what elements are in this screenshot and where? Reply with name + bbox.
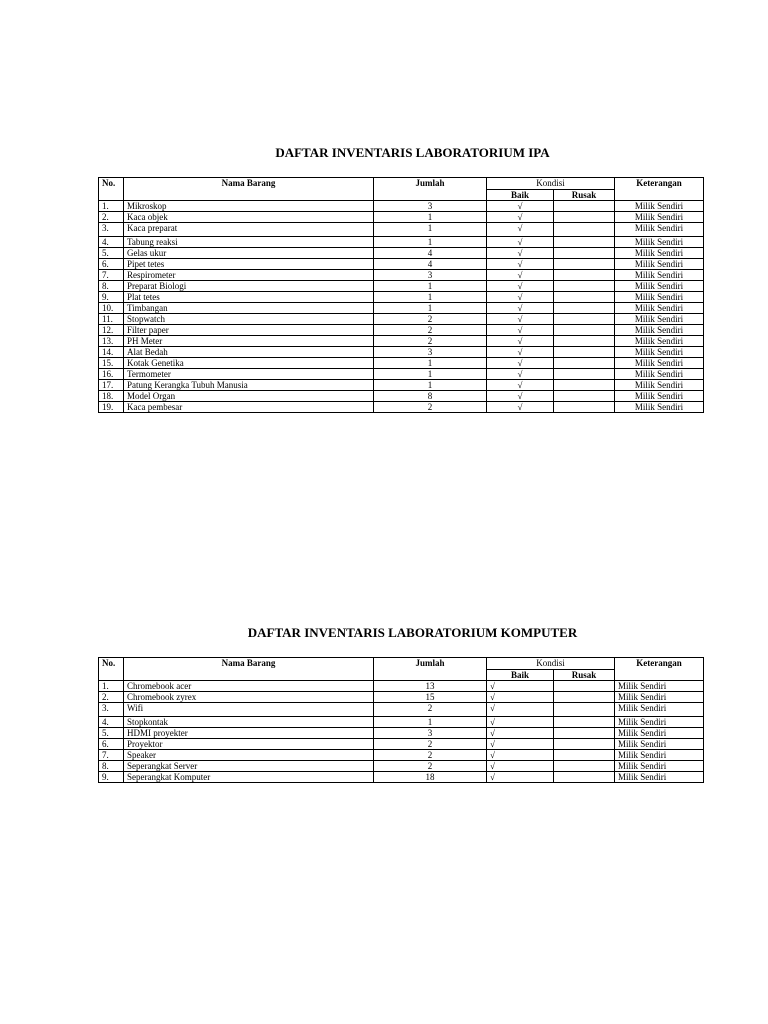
- cell-baik: √: [487, 402, 554, 413]
- cell-ket: Milik Sendiri: [615, 761, 704, 772]
- cell-no: 2.: [99, 692, 124, 703]
- cell-no: 18.: [99, 391, 124, 402]
- cell-no: 1.: [99, 681, 124, 692]
- cell-baik: √: [487, 358, 554, 369]
- table-body-ipa: [99, 201, 704, 413]
- cell-ket: Milik Sendiri: [615, 739, 704, 750]
- cell-rusak: [554, 347, 615, 358]
- cell-baik: √: [487, 259, 554, 270]
- table-row: [99, 223, 704, 237]
- cell-baik: √: [487, 717, 554, 728]
- table-row: [99, 703, 704, 717]
- cell-jumlah: 2: [374, 402, 487, 413]
- cell-jumlah: 1: [374, 380, 487, 391]
- table-row: [99, 303, 704, 314]
- cell-rusak: [554, 248, 615, 259]
- cell-nama: Model Organ: [124, 391, 374, 402]
- cell-rusak: [554, 728, 615, 739]
- cell-baik: √: [487, 692, 554, 703]
- header-no: No.: [99, 658, 124, 681]
- table-row: [99, 325, 704, 336]
- cell-no: 8.: [99, 761, 124, 772]
- cell-nama: PH Meter: [124, 336, 374, 347]
- cell-ket: Milik Sendiri: [615, 292, 704, 303]
- cell-baik: √: [487, 237, 554, 248]
- cell-nama: Tabung reaksi: [124, 237, 374, 248]
- table-title-komputer: DAFTAR INVENTARIS LABORATORIUM KOMPUTER: [247, 625, 578, 640]
- table-row: [99, 314, 704, 325]
- cell-no: 9.: [99, 292, 124, 303]
- cell-jumlah: 2: [374, 750, 487, 761]
- inventory-table-komputer: [98, 657, 704, 783]
- cell-baik: √: [487, 336, 554, 347]
- cell-ket: Milik Sendiri: [615, 325, 704, 336]
- inventory-table-ipa: [98, 177, 704, 413]
- cell-nama: Stopkontak: [124, 717, 374, 728]
- table-row: [99, 728, 704, 739]
- cell-no: 12.: [99, 325, 124, 336]
- header-baik: Baik: [487, 190, 554, 201]
- cell-baik: √: [487, 270, 554, 281]
- cell-no: 5.: [99, 728, 124, 739]
- cell-no: 2.: [99, 212, 124, 223]
- cell-no: 4.: [99, 237, 124, 248]
- cell-baik: √: [487, 703, 554, 717]
- cell-nama: Alat Bedah: [124, 347, 374, 358]
- cell-ket: Milik Sendiri: [615, 314, 704, 325]
- header-rusak: Rusak: [554, 190, 615, 201]
- table-row: [99, 281, 704, 292]
- cell-no: 4.: [99, 717, 124, 728]
- cell-jumlah: 1: [374, 237, 487, 248]
- cell-jumlah: 4: [374, 248, 487, 259]
- header-nama-barang: Nama Barang: [124, 178, 374, 201]
- cell-no: 6.: [99, 739, 124, 750]
- cell-rusak: [554, 303, 615, 314]
- cell-rusak: [554, 325, 615, 336]
- cell-jumlah: 1: [374, 358, 487, 369]
- cell-rusak: [554, 270, 615, 281]
- cell-baik: √: [487, 761, 554, 772]
- cell-no: 8.: [99, 281, 124, 292]
- cell-rusak: [554, 692, 615, 703]
- cell-no: 9.: [99, 772, 124, 783]
- cell-baik: √: [487, 391, 554, 402]
- cell-baik: √: [487, 314, 554, 325]
- table-row: [99, 212, 704, 223]
- header-no: No.: [99, 178, 124, 201]
- cell-baik: √: [487, 303, 554, 314]
- cell-no: 7.: [99, 750, 124, 761]
- cell-ket: Milik Sendiri: [615, 281, 704, 292]
- cell-rusak: [554, 259, 615, 270]
- cell-baik: √: [487, 369, 554, 380]
- table-row: [99, 750, 704, 761]
- cell-ket: Milik Sendiri: [615, 248, 704, 259]
- cell-no: 14.: [99, 347, 124, 358]
- header-kondisi: Kondisi: [487, 178, 615, 190]
- cell-rusak: [554, 772, 615, 783]
- cell-rusak: [554, 212, 615, 223]
- cell-ket: Milik Sendiri: [615, 201, 704, 212]
- cell-jumlah: 3: [374, 728, 487, 739]
- cell-ket: Milik Sendiri: [615, 259, 704, 270]
- cell-rusak: [554, 314, 615, 325]
- cell-rusak: [554, 369, 615, 380]
- cell-baik: √: [487, 325, 554, 336]
- table-row: [99, 391, 704, 402]
- table-row: [99, 739, 704, 750]
- cell-rusak: [554, 739, 615, 750]
- cell-rusak: [554, 402, 615, 413]
- cell-jumlah: 13: [374, 681, 487, 692]
- cell-no: 7.: [99, 270, 124, 281]
- cell-ket: Milik Sendiri: [615, 728, 704, 739]
- table-row: [99, 248, 704, 259]
- cell-ket: Milik Sendiri: [615, 402, 704, 413]
- cell-jumlah: 2: [374, 703, 487, 717]
- cell-no: 3.: [99, 223, 124, 237]
- header-jumlah: Jumlah: [374, 658, 487, 681]
- table-body-komputer: [99, 681, 704, 783]
- table-row: [99, 237, 704, 248]
- cell-jumlah: 2: [374, 314, 487, 325]
- cell-baik: √: [487, 223, 554, 237]
- cell-ket: Milik Sendiri: [615, 750, 704, 761]
- cell-rusak: [554, 681, 615, 692]
- table-row: [99, 692, 704, 703]
- cell-nama: Termometer: [124, 369, 374, 380]
- cell-nama: Filter paper: [124, 325, 374, 336]
- cell-baik: √: [487, 281, 554, 292]
- cell-ket: Milik Sendiri: [615, 223, 704, 237]
- cell-jumlah: 2: [374, 336, 487, 347]
- cell-jumlah: 8: [374, 391, 487, 402]
- cell-ket: Milik Sendiri: [615, 347, 704, 358]
- header-baik: Baik: [487, 670, 554, 681]
- cell-baik: √: [487, 201, 554, 212]
- inventory-section-ipa: [98, 140, 703, 413]
- cell-ket: Milik Sendiri: [615, 391, 704, 402]
- cell-rusak: [554, 761, 615, 772]
- cell-baik: √: [487, 681, 554, 692]
- cell-jumlah: 15: [374, 692, 487, 703]
- cell-jumlah: 3: [374, 347, 487, 358]
- table-row: [99, 201, 704, 212]
- cell-baik: √: [487, 750, 554, 761]
- cell-nama: Gelas ukur: [124, 248, 374, 259]
- cell-nama: Seperangkat Server: [124, 761, 374, 772]
- cell-nama: Pipet tetes: [124, 259, 374, 270]
- cell-jumlah: 3: [374, 201, 487, 212]
- cell-jumlah: 1: [374, 223, 487, 237]
- table-row: [99, 380, 704, 391]
- cell-jumlah: 3: [374, 270, 487, 281]
- cell-nama: Chromebook zyrex: [124, 692, 374, 703]
- cell-rusak: [554, 237, 615, 248]
- cell-no: 6.: [99, 259, 124, 270]
- cell-no: 19.: [99, 402, 124, 413]
- cell-jumlah: 1: [374, 281, 487, 292]
- cell-rusak: [554, 292, 615, 303]
- cell-rusak: [554, 750, 615, 761]
- cell-jumlah: 1: [374, 212, 487, 223]
- cell-nama: Kaca preparat: [124, 223, 374, 237]
- cell-rusak: [554, 336, 615, 347]
- cell-no: 13.: [99, 336, 124, 347]
- cell-nama: Chromebook acer: [124, 681, 374, 692]
- cell-nama: Plat tetes: [124, 292, 374, 303]
- cell-nama: Timbangan: [124, 303, 374, 314]
- cell-rusak: [554, 380, 615, 391]
- table-row: [99, 292, 704, 303]
- header-jumlah: Jumlah: [374, 178, 487, 201]
- cell-jumlah: 1: [374, 303, 487, 314]
- cell-jumlah: 1: [374, 369, 487, 380]
- cell-ket: Milik Sendiri: [615, 380, 704, 391]
- table-row: [99, 259, 704, 270]
- cell-baik: √: [487, 728, 554, 739]
- cell-ket: Milik Sendiri: [615, 270, 704, 281]
- cell-ket: Milik Sendiri: [615, 212, 704, 223]
- cell-rusak: [554, 717, 615, 728]
- cell-jumlah: 4: [374, 259, 487, 270]
- cell-jumlah: 2: [374, 325, 487, 336]
- cell-baik: √: [487, 292, 554, 303]
- cell-baik: √: [487, 212, 554, 223]
- cell-jumlah: 1: [374, 717, 487, 728]
- cell-baik: √: [487, 248, 554, 259]
- table-row: [99, 347, 704, 358]
- cell-nama: Kaca pembesar: [124, 402, 374, 413]
- cell-nama: Mikroskop: [124, 201, 374, 212]
- table-row: [99, 761, 704, 772]
- cell-baik: √: [487, 380, 554, 391]
- table-title-ipa: DAFTAR INVENTARIS LABORATORIUM IPA: [275, 145, 550, 160]
- cell-nama: Proyektor: [124, 739, 374, 750]
- table-row: [99, 772, 704, 783]
- cell-rusak: [554, 281, 615, 292]
- cell-ket: Milik Sendiri: [615, 692, 704, 703]
- cell-nama: Respirometer: [124, 270, 374, 281]
- cell-nama: Kaca objek: [124, 212, 374, 223]
- cell-baik: √: [487, 739, 554, 750]
- cell-no: 16.: [99, 369, 124, 380]
- header-nama-barang: Nama Barang: [124, 658, 374, 681]
- cell-no: 11.: [99, 314, 124, 325]
- cell-nama: Stopwatch: [124, 314, 374, 325]
- header-rusak: Rusak: [554, 670, 615, 681]
- inventory-section-komputer: [98, 620, 703, 783]
- cell-rusak: [554, 201, 615, 212]
- cell-baik: √: [487, 772, 554, 783]
- cell-ket: Milik Sendiri: [615, 237, 704, 248]
- cell-jumlah: 2: [374, 761, 487, 772]
- header-keterangan: Keterangan: [615, 178, 704, 201]
- cell-jumlah: 1: [374, 292, 487, 303]
- cell-ket: Milik Sendiri: [615, 303, 704, 314]
- header-kondisi: Kondisi: [487, 658, 615, 670]
- cell-ket: Milik Sendiri: [615, 681, 704, 692]
- table-row: [99, 270, 704, 281]
- table-row: [99, 681, 704, 692]
- header-keterangan: Keterangan: [615, 658, 704, 681]
- cell-nama: Patung Kerangka Tubuh Manusia: [124, 380, 374, 391]
- cell-ket: Milik Sendiri: [615, 369, 704, 380]
- table-row: [99, 369, 704, 380]
- table-row: [99, 717, 704, 728]
- cell-baik: √: [487, 347, 554, 358]
- cell-nama: HDMI proyekter: [124, 728, 374, 739]
- table-row: [99, 402, 704, 413]
- cell-ket: Milik Sendiri: [615, 772, 704, 783]
- cell-rusak: [554, 223, 615, 237]
- cell-rusak: [554, 358, 615, 369]
- cell-no: 1.: [99, 201, 124, 212]
- cell-nama: Kotak Genetika: [124, 358, 374, 369]
- cell-nama: Preparat Biologi: [124, 281, 374, 292]
- cell-no: 3.: [99, 703, 124, 717]
- cell-rusak: [554, 391, 615, 402]
- cell-no: 17.: [99, 380, 124, 391]
- cell-no: 15.: [99, 358, 124, 369]
- cell-nama: Seperangkat Komputer: [124, 772, 374, 783]
- cell-ket: Milik Sendiri: [615, 717, 704, 728]
- cell-ket: Milik Sendiri: [615, 703, 704, 717]
- cell-ket: Milik Sendiri: [615, 358, 704, 369]
- cell-jumlah: 18: [374, 772, 487, 783]
- cell-rusak: [554, 703, 615, 717]
- cell-nama: Wifi: [124, 703, 374, 717]
- cell-ket: Milik Sendiri: [615, 336, 704, 347]
- table-row: [99, 336, 704, 347]
- cell-jumlah: 2: [374, 739, 487, 750]
- table-row: [99, 358, 704, 369]
- cell-no: 5.: [99, 248, 124, 259]
- cell-nama: Speaker: [124, 750, 374, 761]
- cell-no: 10.: [99, 303, 124, 314]
